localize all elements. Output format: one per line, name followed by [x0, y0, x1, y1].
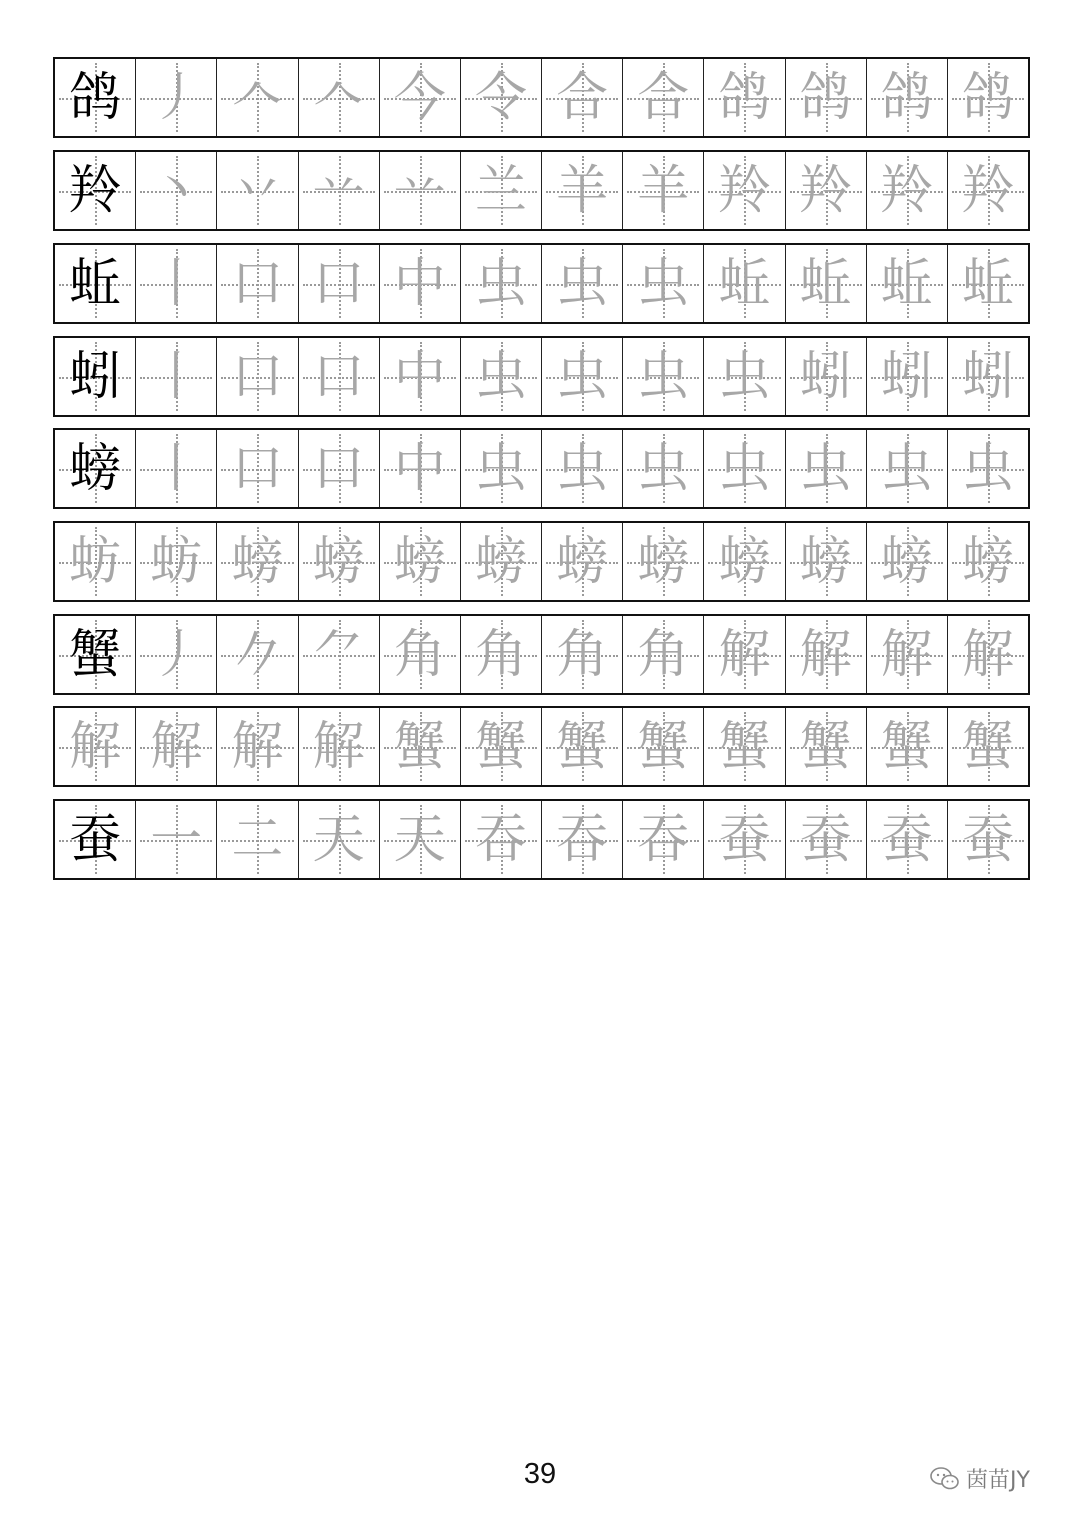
stroke-order-cell — [541, 245, 622, 322]
stroke-order-cell — [379, 708, 460, 785]
stroke-order-cell — [785, 523, 866, 600]
stroke-order-cell — [622, 338, 703, 415]
stroke-order-character: 角 — [637, 624, 690, 685]
stroke-order-cell — [298, 245, 379, 322]
stroke-order-cell — [947, 245, 1028, 322]
model-character: 鸽 — [69, 67, 122, 128]
stroke-order-cell — [216, 616, 297, 693]
model-character: 蚯 — [69, 253, 122, 314]
stroke-order-character: 蟹 — [961, 716, 1014, 777]
stroke-order-character: 中 — [393, 438, 446, 499]
stroke-order-character: 虫 — [718, 346, 771, 407]
stroke-order-character: 蚯 — [799, 253, 852, 314]
stroke-order-cell — [216, 523, 297, 600]
stroke-order-character: 羚 — [961, 160, 1014, 221]
stroke-order-character: 角 — [556, 624, 609, 685]
stroke-order-cell — [216, 430, 297, 507]
stroke-order-cell — [135, 523, 216, 600]
stroke-order-character: 丨 — [150, 253, 203, 314]
stroke-order-cell — [703, 430, 784, 507]
practice-row — [53, 57, 1030, 138]
stroke-order-character: 丶 — [150, 160, 203, 221]
stroke-order-character: 口 — [312, 438, 365, 499]
practice-row — [53, 799, 1030, 880]
stroke-order-character: 今 — [393, 67, 446, 128]
stroke-order-cell — [785, 338, 866, 415]
stroke-order-character: 蟹 — [556, 716, 609, 777]
stroke-order-character: 吞 — [556, 809, 609, 870]
stroke-order-cell — [379, 430, 460, 507]
stroke-order-character: 蚓 — [799, 346, 852, 407]
stroke-order-character: 羚 — [880, 160, 933, 221]
stroke-order-character: 合 — [556, 67, 609, 128]
trace-character: 蚄 — [69, 531, 122, 592]
stroke-order-character: 解 — [961, 624, 1014, 685]
stroke-order-cell — [622, 801, 703, 878]
model-character: 螃 — [69, 438, 122, 499]
stroke-order-cell — [785, 430, 866, 507]
stroke-order-character: 蚄 — [150, 531, 203, 592]
stroke-order-cell — [947, 338, 1028, 415]
stroke-order-cell — [298, 152, 379, 229]
stroke-order-cell — [135, 59, 216, 136]
stroke-order-character: 螃 — [799, 531, 852, 592]
stroke-order-cell — [541, 708, 622, 785]
stroke-order-cell — [460, 338, 541, 415]
stroke-order-cell — [460, 523, 541, 600]
stroke-order-cell — [947, 523, 1028, 600]
stroke-order-character: 角 — [393, 624, 446, 685]
stroke-order-character: 蚯 — [880, 253, 933, 314]
stroke-order-character: 丨 — [150, 438, 203, 499]
stroke-order-cell — [785, 152, 866, 229]
stroke-order-cell — [216, 708, 297, 785]
stroke-order-character: 解 — [799, 624, 852, 685]
stroke-order-cell — [460, 245, 541, 322]
stroke-order-cell — [785, 59, 866, 136]
stroke-order-cell — [622, 430, 703, 507]
practice-row — [53, 243, 1030, 324]
stroke-order-cell — [379, 59, 460, 136]
stroke-order-cell — [703, 338, 784, 415]
stroke-order-character: 蚓 — [961, 346, 1014, 407]
model-character-cell — [55, 430, 135, 507]
stroke-order-character: 𠆢 — [312, 67, 365, 128]
stroke-order-character: 蟹 — [637, 716, 690, 777]
stroke-order-cell — [947, 430, 1028, 507]
stroke-order-cell — [135, 245, 216, 322]
stroke-order-cell — [298, 801, 379, 878]
stroke-order-character: 虫 — [799, 438, 852, 499]
stroke-order-cell — [703, 245, 784, 322]
stroke-order-character: 螃 — [474, 531, 527, 592]
stroke-order-cell — [622, 616, 703, 693]
stroke-order-character: 天 — [312, 809, 365, 870]
stroke-order-character: 䒑 — [312, 160, 365, 221]
stroke-order-cell — [460, 801, 541, 878]
stroke-order-character: 口 — [312, 346, 365, 407]
stroke-order-cell — [460, 616, 541, 693]
watermark — [930, 1463, 1030, 1494]
stroke-order-character: 虫 — [556, 253, 609, 314]
stroke-order-cell — [379, 616, 460, 693]
stroke-order-character: 二 — [231, 809, 284, 870]
stroke-order-character: 蚯 — [961, 253, 1014, 314]
stroke-order-character: 鸽 — [961, 67, 1014, 128]
stroke-order-character: 口 — [231, 438, 284, 499]
trace-character-cell — [55, 708, 135, 785]
stroke-order-cell — [866, 430, 947, 507]
watermark-text: 茵苗JY — [966, 1468, 1030, 1493]
stroke-order-character: 口 — [312, 253, 365, 314]
stroke-order-cell — [703, 59, 784, 136]
stroke-order-character: 𠂊 — [231, 624, 284, 685]
stroke-order-character: 虫 — [474, 438, 527, 499]
stroke-order-cell — [866, 59, 947, 136]
stroke-order-character: 丿 — [150, 624, 203, 685]
trace-character: 解 — [69, 716, 122, 777]
stroke-order-character: 一 — [150, 809, 203, 870]
stroke-order-cell — [622, 523, 703, 600]
stroke-order-cell — [216, 338, 297, 415]
stroke-order-character: 兰 — [474, 160, 527, 221]
stroke-order-cell — [460, 59, 541, 136]
stroke-order-character: 蟹 — [880, 716, 933, 777]
stroke-order-character: 蟹 — [799, 716, 852, 777]
stroke-order-cell — [785, 245, 866, 322]
stroke-order-cell — [541, 430, 622, 507]
stroke-order-character: 羊 — [556, 160, 609, 221]
stroke-order-cell — [541, 801, 622, 878]
model-character-cell — [55, 245, 135, 322]
stroke-order-cell — [298, 616, 379, 693]
model-character-cell — [55, 152, 135, 229]
stroke-order-character: 角 — [474, 624, 527, 685]
stroke-order-cell — [460, 152, 541, 229]
stroke-order-character: 鸽 — [880, 67, 933, 128]
stroke-order-character: 𠆢 — [231, 67, 284, 128]
model-character: 羚 — [69, 160, 122, 221]
stroke-order-character: 螃 — [718, 531, 771, 592]
stroke-order-character: 鸽 — [718, 67, 771, 128]
stroke-order-character: 鸽 — [799, 67, 852, 128]
stroke-order-character: 蚕 — [718, 809, 771, 870]
practice-row — [53, 336, 1030, 417]
stroke-order-cell — [216, 245, 297, 322]
stroke-order-cell — [785, 616, 866, 693]
stroke-order-cell — [135, 801, 216, 878]
model-character-cell — [55, 59, 135, 136]
stroke-order-cell — [541, 523, 622, 600]
stroke-order-character: 羚 — [799, 160, 852, 221]
stroke-order-character: 蟹 — [474, 716, 527, 777]
stroke-order-cell — [866, 245, 947, 322]
stroke-order-cell — [866, 708, 947, 785]
stroke-order-cell — [785, 708, 866, 785]
stroke-order-character: 解 — [150, 716, 203, 777]
stroke-order-cell — [135, 708, 216, 785]
practice-row — [53, 706, 1030, 787]
stroke-order-character: 合 — [637, 67, 690, 128]
stroke-order-cell — [866, 152, 947, 229]
model-character-cell — [55, 801, 135, 878]
stroke-order-cell — [703, 616, 784, 693]
stroke-order-cell — [866, 523, 947, 600]
stroke-order-cell — [622, 708, 703, 785]
stroke-order-cell — [216, 801, 297, 878]
stroke-order-character: 虫 — [961, 438, 1014, 499]
stroke-order-character: 吞 — [637, 809, 690, 870]
stroke-order-cell — [703, 523, 784, 600]
stroke-order-cell — [135, 152, 216, 229]
stroke-order-character: 羊 — [637, 160, 690, 221]
stroke-order-character: 螃 — [231, 531, 284, 592]
stroke-order-cell — [379, 801, 460, 878]
stroke-order-cell — [379, 152, 460, 229]
stroke-order-character: 虫 — [637, 346, 690, 407]
stroke-order-cell — [298, 338, 379, 415]
stroke-order-character: 解 — [718, 624, 771, 685]
stroke-order-cell — [947, 152, 1028, 229]
stroke-order-cell — [947, 801, 1028, 878]
stroke-order-character: 解 — [880, 624, 933, 685]
stroke-order-character: 天 — [393, 809, 446, 870]
stroke-order-character: 虫 — [474, 346, 527, 407]
stroke-order-character: 口 — [231, 346, 284, 407]
stroke-order-cell — [135, 338, 216, 415]
stroke-order-cell — [866, 338, 947, 415]
stroke-order-character: 螃 — [556, 531, 609, 592]
stroke-order-character: 蚕 — [880, 809, 933, 870]
stroke-order-character: 解 — [231, 716, 284, 777]
stroke-order-character: 虫 — [556, 438, 609, 499]
stroke-order-character: 螃 — [637, 531, 690, 592]
page-number: 39 — [523, 1458, 557, 1490]
stroke-order-cell — [541, 152, 622, 229]
practice-row — [53, 614, 1030, 695]
stroke-order-cell — [379, 523, 460, 600]
stroke-order-character: 蟹 — [718, 716, 771, 777]
stroke-order-cell — [866, 616, 947, 693]
stroke-order-character: 中 — [393, 253, 446, 314]
stroke-order-cell — [298, 59, 379, 136]
stroke-order-cell — [947, 616, 1028, 693]
stroke-order-character: 中 — [393, 346, 446, 407]
model-character: 蚓 — [69, 346, 122, 407]
stroke-order-cell — [703, 708, 784, 785]
stroke-order-character: 蚕 — [961, 809, 1014, 870]
stroke-order-character: 丨 — [150, 346, 203, 407]
wechat-icon — [930, 1466, 960, 1492]
stroke-order-cell — [379, 338, 460, 415]
stroke-order-character: 虫 — [637, 253, 690, 314]
stroke-order-character: 虫 — [637, 438, 690, 499]
stroke-order-cell — [785, 801, 866, 878]
stroke-order-cell — [541, 616, 622, 693]
practice-row — [53, 428, 1030, 509]
stroke-order-cell — [622, 59, 703, 136]
stroke-order-cell — [866, 801, 947, 878]
stroke-order-cell — [216, 59, 297, 136]
stroke-order-cell — [541, 59, 622, 136]
stroke-order-cell — [460, 430, 541, 507]
model-character-cell — [55, 616, 135, 693]
stroke-order-cell — [622, 245, 703, 322]
stroke-order-cell — [947, 708, 1028, 785]
stroke-order-character: 羚 — [718, 160, 771, 221]
stroke-order-character: 令 — [474, 67, 527, 128]
stroke-order-character: 解 — [312, 716, 365, 777]
model-character: 蟹 — [69, 624, 122, 685]
stroke-order-character: ⺈ — [312, 624, 365, 685]
stroke-order-cell — [622, 152, 703, 229]
stroke-order-character: 口 — [231, 253, 284, 314]
stroke-order-character: 虫 — [556, 346, 609, 407]
stroke-order-character: 虫 — [880, 438, 933, 499]
stroke-order-character: 螃 — [961, 531, 1014, 592]
stroke-order-character: 蚯 — [718, 253, 771, 314]
model-character: 蚕 — [69, 809, 122, 870]
stroke-order-cell — [541, 338, 622, 415]
stroke-order-cell — [379, 245, 460, 322]
stroke-order-character: 吞 — [474, 809, 527, 870]
stroke-order-cell — [298, 430, 379, 507]
stroke-order-cell — [947, 59, 1028, 136]
stroke-order-character: 虫 — [474, 253, 527, 314]
stroke-order-cell — [135, 616, 216, 693]
stroke-order-cell — [298, 708, 379, 785]
trace-character-cell — [55, 523, 135, 600]
stroke-order-cell — [135, 430, 216, 507]
stroke-order-character: 丿 — [150, 67, 203, 128]
practice-row — [53, 521, 1030, 602]
stroke-order-cell — [216, 152, 297, 229]
stroke-order-character: 䒑 — [393, 160, 446, 221]
stroke-order-character: 螃 — [393, 531, 446, 592]
stroke-order-character: 虫 — [718, 438, 771, 499]
stroke-order-cell — [703, 801, 784, 878]
stroke-order-character: 螃 — [880, 531, 933, 592]
stroke-order-cell — [703, 152, 784, 229]
stroke-order-character: 蚕 — [799, 809, 852, 870]
stroke-order-character: 螃 — [312, 531, 365, 592]
model-character-cell — [55, 338, 135, 415]
stroke-order-character: 丷 — [231, 160, 284, 221]
stroke-order-cell — [460, 708, 541, 785]
stroke-order-cell — [298, 523, 379, 600]
stroke-order-character: 蟹 — [393, 716, 446, 777]
practice-row — [53, 150, 1030, 231]
stroke-order-character: 蚓 — [880, 346, 933, 407]
